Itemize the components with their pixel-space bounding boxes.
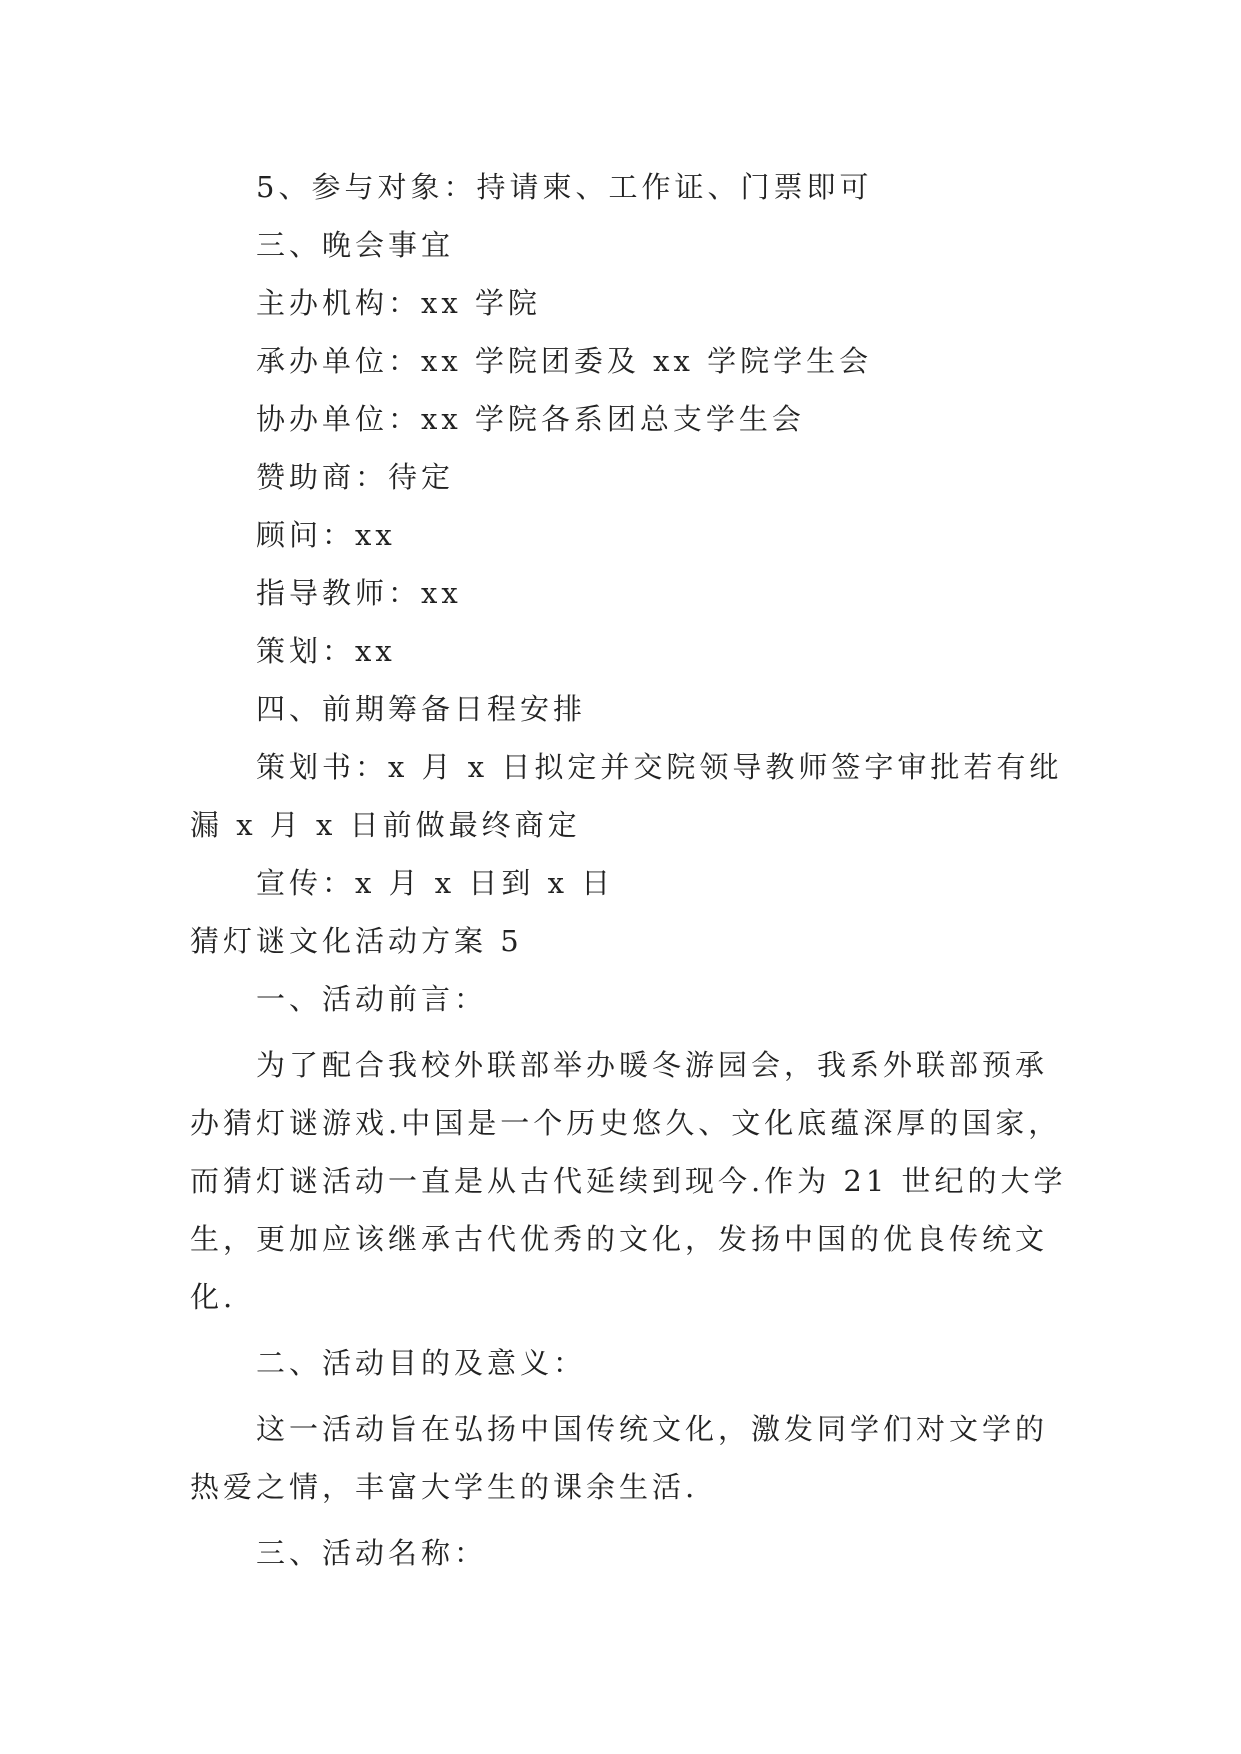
text-line: 办猜灯谜游戏.中国是一个历史悠久、文化底蕴深厚的国家， [190, 1106, 1062, 1140]
text-line: 策划：xx [256, 634, 396, 668]
text-line: 协办单位：xx 学院各系团总支学生会 [256, 402, 805, 436]
text-line: 生，更加应该继承古代优秀的文化，发扬中国的优良传统文 [190, 1222, 1049, 1256]
text-line: 顾问：xx [256, 518, 396, 552]
text-line: 而猜灯谜活动一直是从古代延续到现今.作为 21 世纪的大学 [190, 1164, 1067, 1198]
document-body [190, 158, 1080, 1582]
section-heading: 三、活动名称： [256, 1536, 488, 1570]
text-line: 策划书：x 月 x 日拟定并交院领导教师签字审批若有纰 [256, 750, 1063, 784]
section-heading: 二、活动目的及意义： [256, 1346, 587, 1380]
document-title: 猜灯谜文化活动方案 5 [190, 924, 523, 958]
text-line: 漏 x 月 x 日前做最终商定 [190, 808, 581, 842]
section-heading: 一、活动前言： [256, 982, 488, 1016]
text-line: 主办机构：xx 学院 [256, 286, 541, 320]
text-line: 赞助商：待定 [256, 460, 455, 494]
text-line: 5、参与对象：持请柬、工作证、门票即可 [256, 170, 873, 204]
section-heading: 四、前期筹备日程安排 [256, 692, 587, 726]
text-line: 宣传：x 月 x 日到 x 日 [256, 866, 615, 900]
text-line: 为了配合我校外联部举办暖冬游园会，我系外联部预承 [256, 1048, 1049, 1082]
text-line: 热爱之情，丰富大学生的课余生活. [190, 1470, 699, 1504]
text-line: 指导教师：xx [256, 576, 462, 610]
text-line: 这一活动旨在弘扬中国传统文化，激发同学们对文学的 [256, 1412, 1049, 1446]
text-line: 承办单位：xx 学院团委及 xx 学院学生会 [256, 344, 873, 378]
section-heading: 三、晚会事宜 [256, 228, 455, 262]
text-line: 化. [190, 1280, 237, 1314]
